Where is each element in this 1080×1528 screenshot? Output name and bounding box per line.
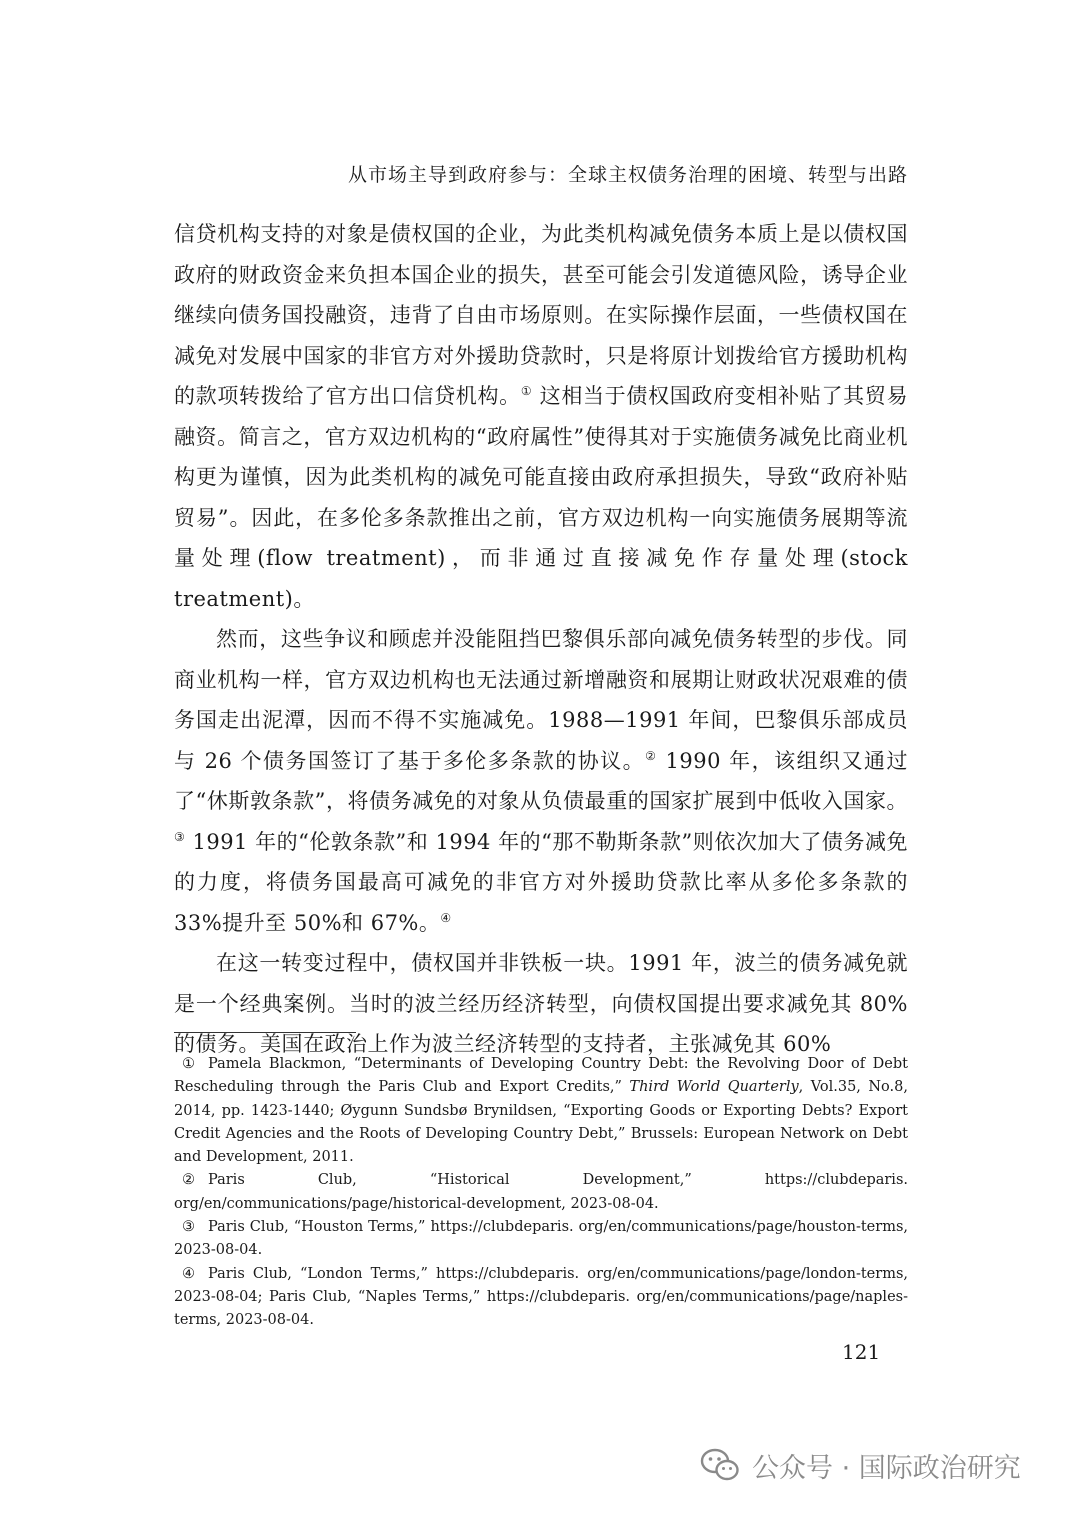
footnote-number: ④ xyxy=(182,1265,195,1282)
running-head: 从市场主导到政府参与：全球主权债务治理的困境、转型与出路 xyxy=(347,164,908,186)
journal-title: Third World Quarterly xyxy=(629,1079,799,1096)
footnote-separator xyxy=(174,1032,356,1033)
footnote-number: ② xyxy=(182,1172,195,1189)
footnote-text: Paris Club, “Historical Development,” https://clubdeparis. org/en/communications/page/historical-development, 2023-08-04. xyxy=(174,1172,908,1212)
text-run: 然而，这些争议和顾虑并没能阻挡巴黎俱乐部向减免债务转型的步伐。同商业机构一样，官方双边机构也无法通过新增融资和展期让财政状况艰难的债务国走出泥潭，因而不得不实施减免。1988—1991 年间，巴黎俱乐部成员与 26 个债务国签订了基于多伦多条款的协议。 xyxy=(174,627,908,773)
wechat-icon xyxy=(700,1448,740,1482)
footnote-number: ③ xyxy=(182,1219,195,1236)
footnote-text: Paris Club, “Houston Terms,” https://clubdeparis. org/en/communications/page/houston-terms, 2023-08-04. xyxy=(174,1219,908,1259)
body-text xyxy=(174,214,908,1065)
footnote-number: ① xyxy=(182,1056,195,1072)
watermark-text: 公众号 · 国际政治研究 xyxy=(752,1452,1021,1484)
page-number: 121 xyxy=(842,1340,881,1364)
footnotes xyxy=(174,1053,908,1333)
footnote-text: Paris Club, “London Terms,” https://clubdeparis. org/en/communications/page/london-terms, 2023-08-04; Paris Club, “Naples Terms,” https://clubdeparis. org/en/communications/page/naples-terms, 2023-08-04. xyxy=(174,1265,908,1329)
text-run: 在这一转变过程中，债权国并非铁板一块。1991 年，波兰的债务减免就是一个经典案例。当时的波兰经历经济转型，向债权国提出要求减免其 80%的债务。美国在政治上作为波兰经济转型的支持者，主张减免其 60% xyxy=(174,951,908,1056)
footnote-text: Pamela Blackmon, “Determinants of Developing Country Debt: the Revolving Door of Debt Rescheduling through the Paris Club and Export Credits,” xyxy=(174,1056,908,1096)
text-run: 1990 年，该组织又通过了“休斯敦条款”，将债务减免的对象从负债最重的国家扩展到中低收入国家。 xyxy=(174,748,908,813)
footnote xyxy=(174,1263,908,1333)
body-paragraph xyxy=(174,619,908,943)
footnote-reference: ① xyxy=(520,384,533,398)
text-run: 信贷机构支持的对象是债权国的企业，为此类机构减免债务本质上是以债权国政府的财政资金来负担本国企业的损失，甚至可能会引发道德风险，诱导企业继续向债务国投融资，违背了自由市场原则。在实际操作层面，一些债权国在减免对发展中国家的非官方对外援助贷款时，只是将原计划拨给官方援助机构的款项转拨给了官方出口信贷机构。 xyxy=(174,222,908,408)
body-paragraph xyxy=(174,943,908,1065)
footnote-reference: ② xyxy=(645,748,658,763)
footnote xyxy=(174,1216,908,1263)
body-paragraph xyxy=(174,214,908,619)
footnote xyxy=(174,1053,908,1169)
footnote-reference: ③ xyxy=(174,829,186,844)
watermark xyxy=(700,1440,1060,1490)
footnote-text: , Vol.35, No.8, 2014, pp. 1423-1440; Øygunn Sundsbø Brynildsen, “Exporting Goods or Exporting Debts? Export Credit Agencies and the Roots of Developing Country Debt,” Brussels: European Network on Debt and Development, 2011. xyxy=(174,1079,908,1166)
text-run: 1991 年的“伦敦条款”和 1994 年的“那不勒斯条款”则依次加大了债务减免的力度，将债务国最高可减免的非官方对外援助贷款比率从多伦多条款的 33%提升至 50%和 67%。 xyxy=(174,829,908,935)
footnote-reference: ④ xyxy=(440,910,452,925)
text-run: 这相当于债权国政府变相补贴了其贸易融资。简言之，官方双边机构的“政府属性”使得其对于实施债务减免比商业机构更为谨慎，因为此类机构的减免可能直接由政府承担损失，导致“政府补贴贸易”。因此，在多伦多条款推出之前，官方双边机构一向实施债务展期等流量处理(flow treatment)，而非通过直接减免作存量处理(stock treatment)。 xyxy=(174,384,908,611)
footnote xyxy=(174,1169,908,1216)
